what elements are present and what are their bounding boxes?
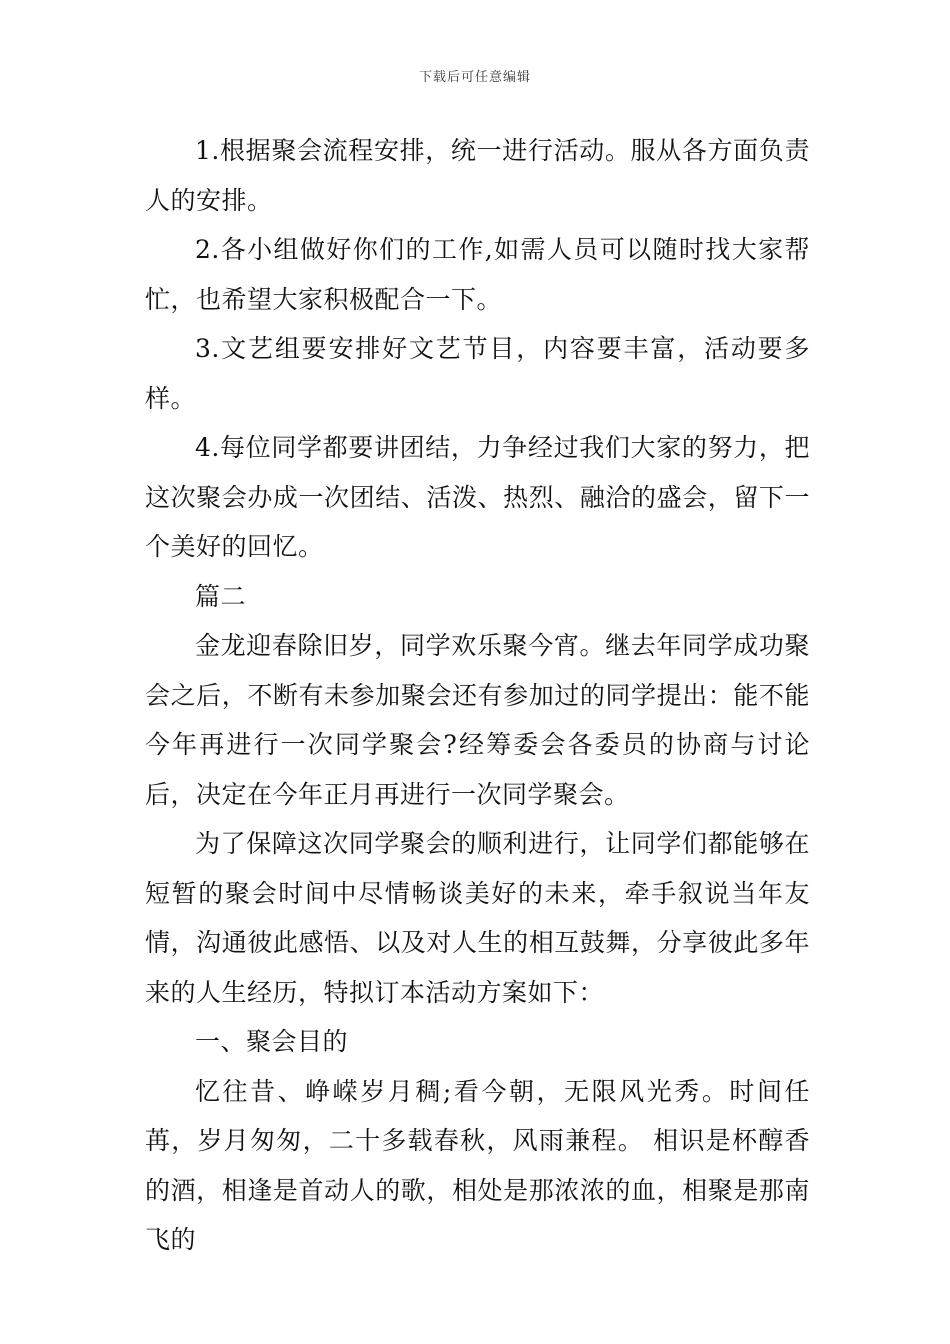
paragraph-rule-2: 2.各小组做好你们的工作,如需人员可以随时找大家帮忙，也希望大家积极配合一下。 bbox=[145, 235, 810, 314]
paragraph-rule-1: 1.根据聚会流程安排，统一进行活动。服从各方面负责人的安排。 bbox=[145, 136, 810, 215]
section-heading-goal: 一、聚会目的 bbox=[195, 1027, 349, 1056]
document-body bbox=[145, 126, 810, 1265]
paragraph-goal-text: 忆往昔、峥嵘岁月稠;看今朝，无限风光秀。时间任苒，岁月匆匆，二十多载春秋，风雨兼程。 相识是杯醇香的酒，相逢是首动人的歌，相处是那浓浓的血，相聚是那南飞的 bbox=[145, 1076, 810, 1254]
page-header: 下载后可任意编辑 bbox=[418, 70, 531, 85]
paragraph-rule-4: 4.每位同学都要讲团结，力争经过我们大家的努力，把这次聚会办成一次团结、活泼、热烈、融洽的盛会，留下一个美好的回忆。 bbox=[145, 433, 810, 561]
paragraph-intro: 金龙迎春除旧岁，同学欢乐聚今宵。继去年同学成功聚会之后，不断有未参加聚会还有参加过的同学提出：能不能今年再进行一次同学聚会?经筹委会各委员的协商与讨论后，决定在今年正月再进行一次同学聚会。 bbox=[145, 631, 810, 809]
paragraph-purpose-statement: 为了保障这次同学聚会的顺利进行，让同学们都能够在短暂的聚会时间中尽情畅谈美好的未来，牵手叙说当年友情，沟通彼此感悟、以及对人生的相互鼓舞，分享彼此多年来的人生经历，特拟订本活动方案如下： bbox=[145, 829, 810, 1007]
section-heading-part-two: 篇二 bbox=[195, 581, 247, 611]
paragraph-rule-3: 3.文艺组要安排好文艺节目，内容要丰富，活动要多样。 bbox=[145, 334, 810, 413]
